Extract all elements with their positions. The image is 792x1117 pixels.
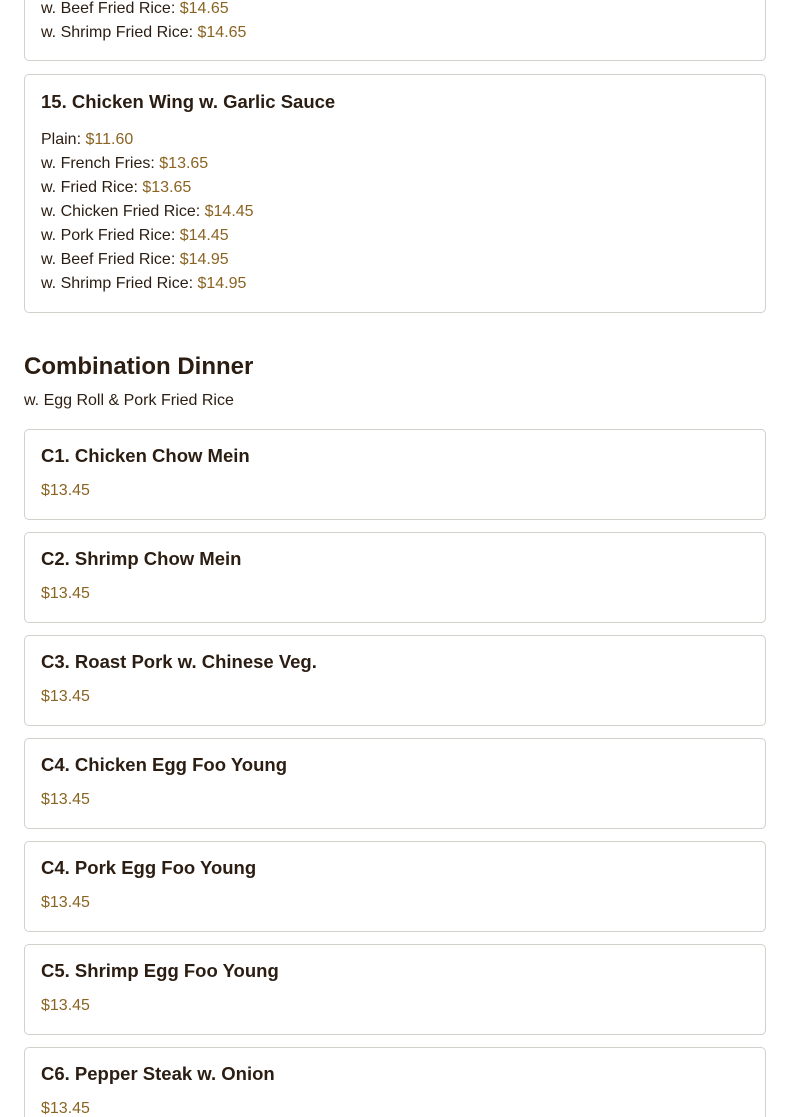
menu-item-price: $13.45	[41, 997, 90, 1014]
option-line	[41, 200, 254, 224]
option-label: w. Shrimp Fried Rice:	[41, 275, 194, 292]
menu-item-card[interactable]	[24, 532, 766, 623]
menu-item-title: 15. Chicken Wing w. Garlic Sauce	[41, 91, 336, 112]
option-list	[41, 128, 254, 296]
menu-item-title: C1. Chicken Chow Mein	[41, 445, 250, 466]
option-price: $14.95	[197, 275, 247, 292]
menu-item-card[interactable]	[24, 944, 766, 1035]
option-price: $14.65	[197, 24, 247, 41]
option-price: $14.95	[179, 251, 229, 268]
option-label: w. Chicken Fried Rice:	[41, 203, 201, 220]
menu-item-price: $13.45	[41, 585, 90, 602]
option-label: w. Pork Fried Rice:	[41, 227, 176, 244]
menu-item-title: C3. Roast Pork w. Chinese Veg.	[41, 651, 317, 672]
option-price: $13.65	[142, 179, 192, 196]
option-price: $14.65	[179, 0, 229, 17]
option-line	[41, 21, 246, 45]
option-label: w. Shrimp Fried Rice:	[41, 24, 194, 41]
option-line	[41, 272, 254, 296]
option-line	[41, 152, 254, 176]
option-line	[41, 0, 229, 21]
menu-item-title: C2. Shrimp Chow Mein	[41, 548, 242, 569]
option-label: w. Beef Fried Rice:	[41, 0, 176, 17]
menu-item-card[interactable]	[24, 738, 766, 829]
option-line	[41, 176, 254, 200]
menu-item-price: $13.45	[41, 791, 90, 808]
menu-item-title: C6. Pepper Steak w. Onion	[41, 1063, 275, 1084]
menu-item-price: $13.45	[41, 1100, 90, 1117]
option-price: $11.60	[85, 131, 134, 148]
option-label: w. Fried Rice:	[41, 179, 138, 196]
section-subtitle: w. Egg Roll & Pork Fried Rice	[24, 392, 234, 409]
option-price: $14.45	[204, 203, 254, 220]
option-line	[41, 248, 254, 272]
menu-item-card[interactable]	[24, 635, 766, 726]
menu-item-title: C4. Chicken Egg Foo Young	[41, 754, 287, 775]
option-line	[41, 128, 254, 152]
menu-item-card[interactable]	[24, 1047, 766, 1117]
menu-item-card[interactable]	[24, 74, 766, 313]
option-label: w. French Fries:	[41, 155, 155, 172]
option-label: Plain:	[41, 131, 82, 148]
option-label: w. Beef Fried Rice:	[41, 251, 176, 268]
section-title: Combination Dinner	[24, 353, 254, 380]
menu-item-title: C5. Shrimp Egg Foo Young	[41, 960, 279, 981]
menu-item-card[interactable]	[24, 841, 766, 932]
menu-item-card[interactable]	[24, 429, 766, 520]
menu-item-price: $13.45	[41, 894, 90, 911]
option-price: $14.45	[179, 227, 229, 244]
menu-item-price: $13.45	[41, 688, 90, 705]
option-price: $13.65	[159, 155, 209, 172]
menu-item-title: C4. Pork Egg Foo Young	[41, 857, 257, 878]
menu-item-price: $13.45	[41, 482, 90, 499]
option-line	[41, 224, 254, 248]
menu-item-card-partial[interactable]	[24, 0, 766, 61]
